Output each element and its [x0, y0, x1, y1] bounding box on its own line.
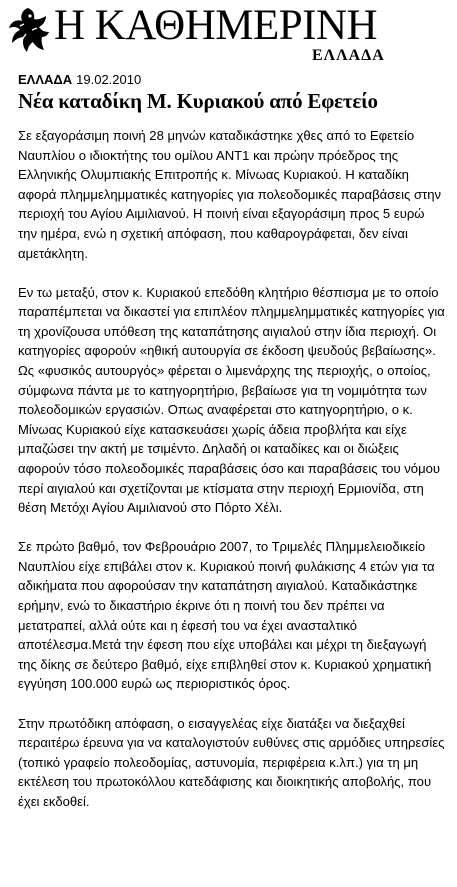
article-paragraph: Σε πρώτο βαθμό, τον Φεβρουάριο 2007, το Τριμελές Πλημμελειοδικείο Ναυπλίου είχε επιβάλει στον κ. Κυριακού ποινή φυλάκισης 4 ετών για τα αδικήματα που αφορούσαν την καταπάτηση αιγιαλού. Καταδικάστηκε ερήμην, ενώ το δικαστήριο έκρινε ότι η ποινή του δεν πρέπει να μετατραπεί, αλλά ούτε και η έφεσή του να έχει ανασταλτικό αποτέλεσμα.Μετά την έφεση που είχε υποβάλει και μέχρι τη διεξαγωγή της δίκης σε δεύτερο βαθμό, είχε επιβληθεί στον κ. Κυριακού χρηματική εγγύηση 100.000 ευρώ ως περιοριστικός όρος.: [18, 539, 435, 692]
article-paragraph: Στην πρωτόδικη απόφαση, ο εισαγγελέας είχε διατάξει να διεξαχθεί περαιτέρω έρευνα για να καταλογιστούν ευθύνες στις αρμόδιες υπηρεσίες (τοπικό γραφείο πολεοδομίας, αστυνομία, περιφέρεια κ.λπ.) για τη μη εκτέλεση του πρωτοκόλλου κατεδάφισης και διοικητικής αποβολής, που έχει εκδοθεί.: [18, 715, 445, 809]
article-headline: Νέα καταδίκη Μ. Κυριακού από Εφετείο: [18, 89, 378, 113]
masthead-title[interactable]: Η ΚΑΘΗΜΕΡΙΝΗ: [54, 2, 378, 49]
publish-date: 19.02.2010: [76, 72, 142, 87]
article-paragraph: Εν τω μεταξύ, στον κ. Κυριακού επεδόθη κλητήριο θέσπισμα με το οποίο παραπέμπεται να δικαστεί για επιπλέον πλημμελημματικές κατηγορίες για τη χρονίζουσα υπόθεση της καταπάτησης αιγιαλού στην ίδια περιοχή. Οι κατηγορίες αφορούν «ηθική αυτουργία σε έκδοση ψευδούς βεβαίωσης». Ως «φυσικός αυτουργός» φέρεται ο λιμενάρχης της περιοχής, ο οποίος, σύμφωνα πάντα με το κατηγορητήριο, βεβαίωσε για τη νομιμότητα των πολεοδομικών εργασιών. Οπως αναφέρεται στο κατηγορητήριο, ο κ. Μίνωας Κυριακού είχε κατασκευάσει χωρίς άδεια προβλήτα και είχε μπαζώσει την ακτή με τσιμέντο. Δηλαδή οι καταδίκες και οι διώξεις αφορούν τόσο πολεοδομικές παραβάσεις όσο και παραβάσεις του νόμου περί αιγιαλού και σχετίζονται με κτίσματα στην περιοχή Ερμιονίδα, στη θέση Μετόχι Αγίου Αιμιλιανού στο Πόρτο Χέλι.: [18, 284, 445, 516]
masthead-edition: ΕΛΛΑΔΑ: [312, 47, 385, 64]
article-meta: [18, 72, 141, 87]
section-label[interactable]: ΕΛΛΑΔΑ: [18, 72, 73, 87]
bird-emblem-icon: [6, 4, 50, 56]
masthead: [0, 0, 457, 72]
article-body: [18, 126, 446, 831]
article-paragraph: Σε εξαγοράσιμη ποινή 28 μηνών καταδικάστηκε χθες από το Εφετείο Ναυπλίου ο ιδιοκτήτης του ομίλου ΑΝΤ1 και πρώην πρόεδρος της Ελληνικής Ολυμπιακής Επιτροπής κ. Μίνωας Κυριακού. Η καταδίκη αφορά πλημμελημματικές κατηγορίες για πολεοδομικές παραβάσεις στην περιοχή του Αγίου Αιμιλιανού. Η ποινή είναι εξαγοράσιμη προς 5 ευρώ την ημέρα, ενώ η σχετική απόφαση, που καθαρογράφεται, δεν είναι αμετάκλητη.: [18, 128, 442, 261]
